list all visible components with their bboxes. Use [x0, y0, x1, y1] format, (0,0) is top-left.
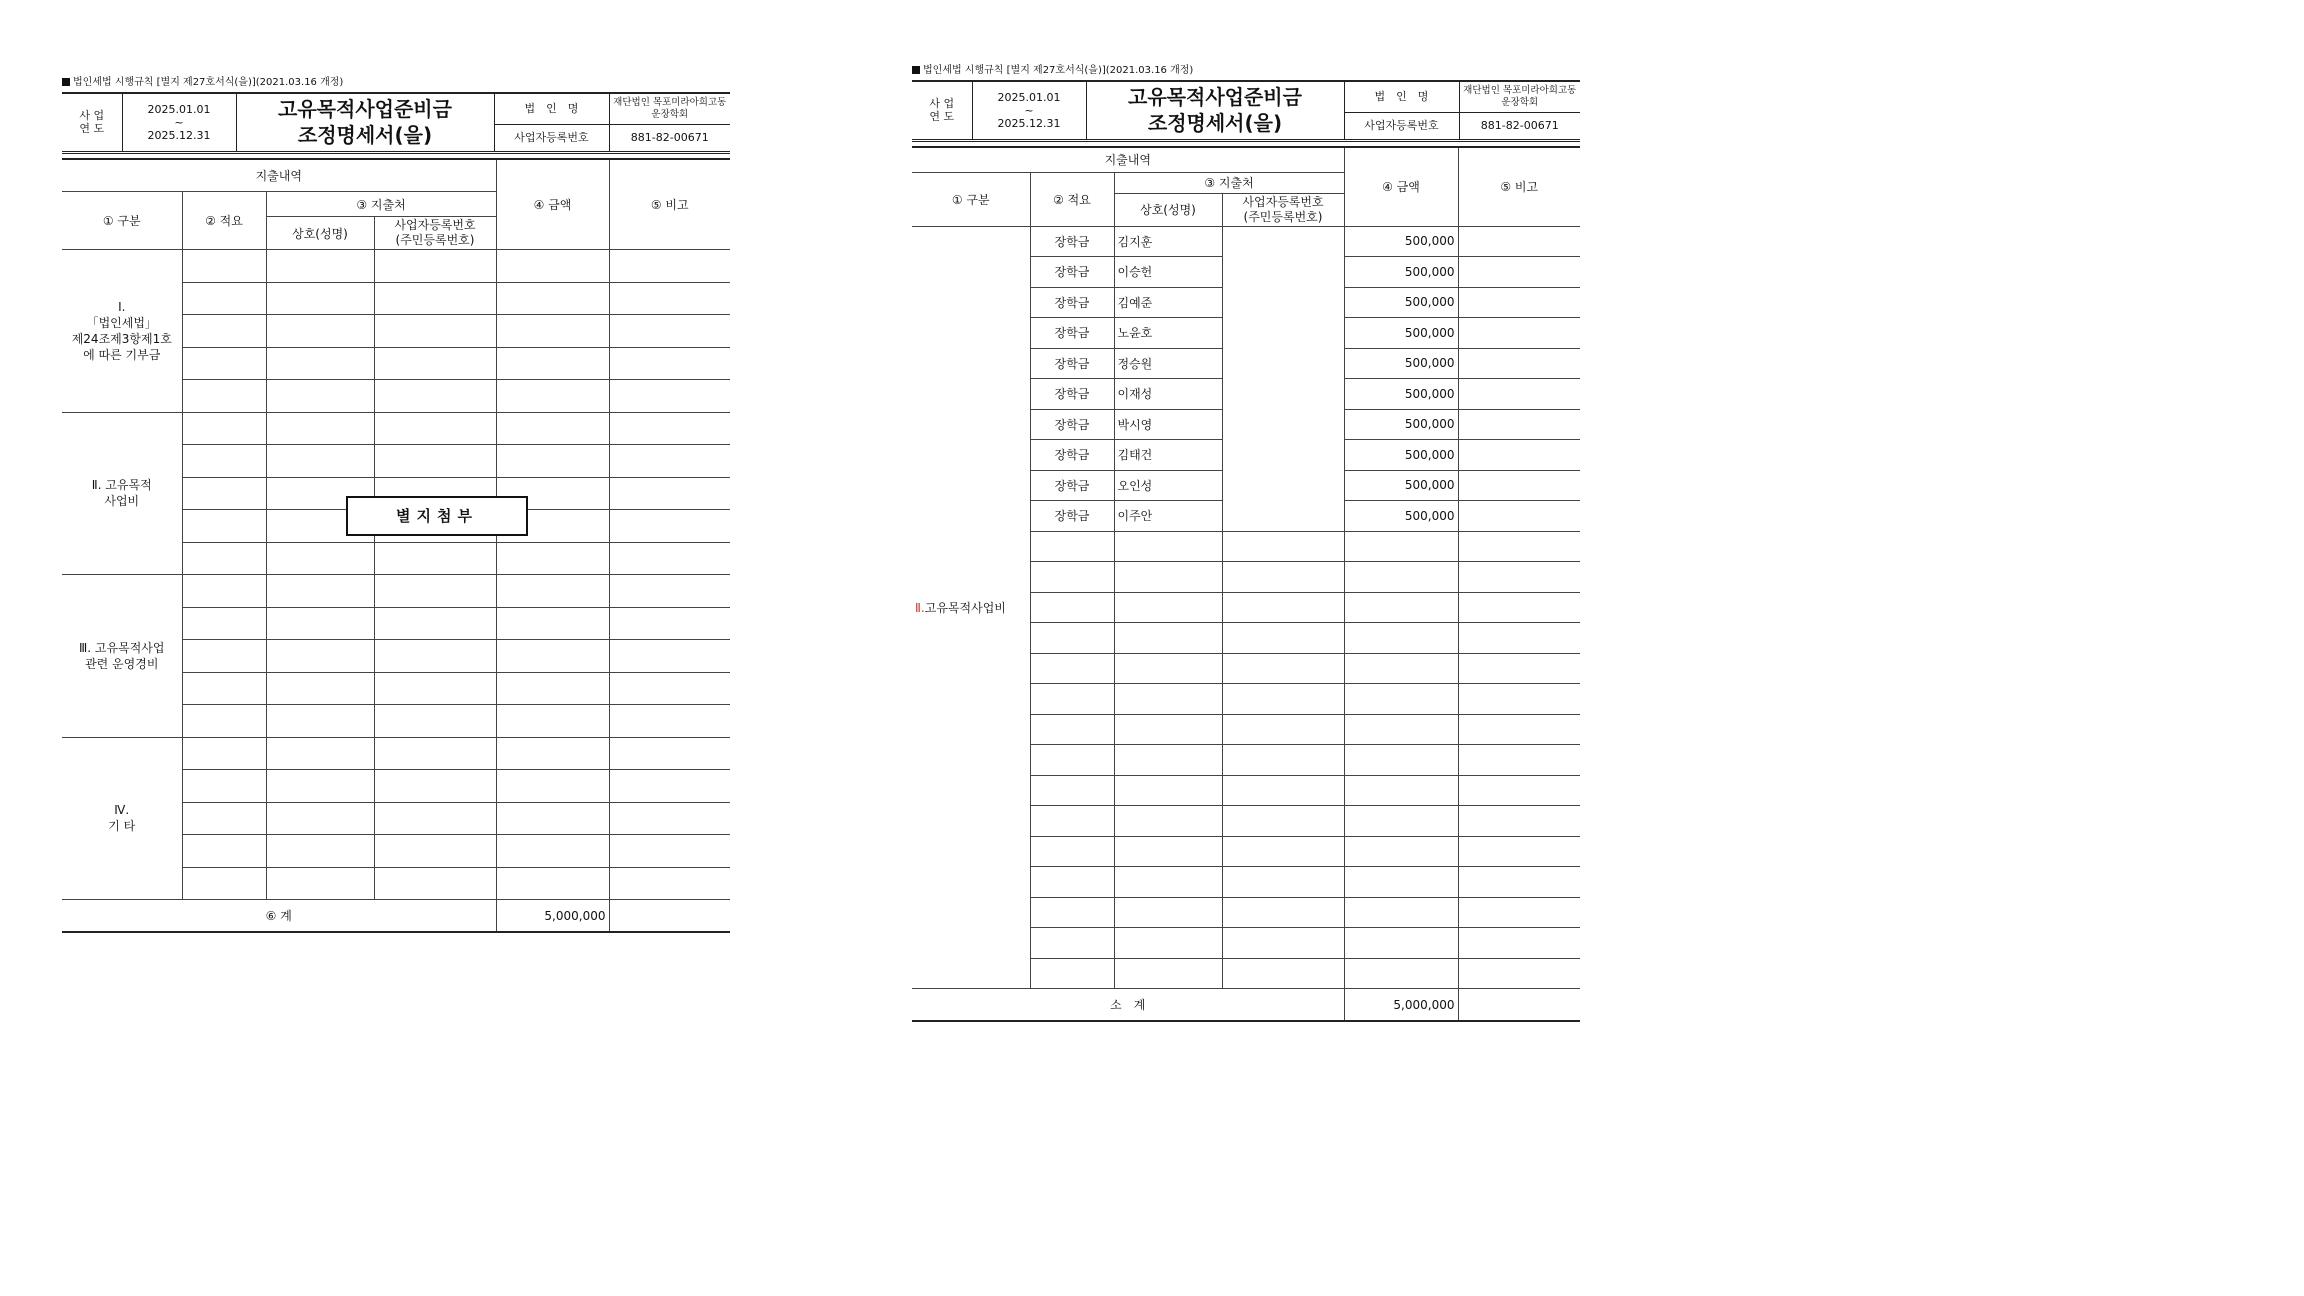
- corp-name: 재단법인 목포미라아희고동운장학회: [609, 93, 730, 124]
- section-4-line2: 기 타: [108, 819, 136, 834]
- row-payee-name: 이재성: [1114, 379, 1222, 410]
- table-cell[interactable]: [1030, 653, 1114, 684]
- table-cell[interactable]: [1344, 867, 1458, 898]
- table-cell[interactable]: [182, 315, 266, 348]
- table-cell[interactable]: [1458, 623, 1580, 654]
- header-table: [912, 80, 1580, 142]
- year-label-line1: 사 업: [929, 97, 955, 111]
- table-cell[interactable]: [1222, 897, 1344, 928]
- row-payee-name: 노윤호: [1114, 318, 1222, 349]
- table-cell[interactable]: [182, 380, 266, 413]
- table-cell[interactable]: [1458, 714, 1580, 745]
- row-amount: 500,000: [1344, 440, 1458, 471]
- table-cell[interactable]: [182, 282, 266, 315]
- year-label: [912, 81, 972, 140]
- table-cell[interactable]: [1114, 775, 1222, 806]
- table-cell[interactable]: [1344, 592, 1458, 623]
- table-cell[interactable]: [182, 640, 266, 673]
- table-cell[interactable]: [609, 412, 730, 445]
- form-page-summary: [62, 76, 730, 933]
- table-cell[interactable]: [609, 575, 730, 608]
- table-cell[interactable]: [266, 672, 374, 705]
- table-cell[interactable]: [182, 802, 266, 835]
- table-cell[interactable]: [1030, 684, 1114, 715]
- table-cell[interactable]: [1030, 531, 1114, 562]
- table-cell[interactable]: [496, 607, 609, 640]
- table-cell[interactable]: [496, 867, 609, 900]
- table-cell[interactable]: [1344, 958, 1458, 989]
- section-2-label: [62, 412, 182, 575]
- table-cell[interactable]: [1458, 653, 1580, 684]
- table-cell[interactable]: [266, 835, 374, 868]
- section-3-line1: Ⅲ. 고유목적사업: [79, 640, 165, 655]
- subtotal-label: 소 계: [912, 989, 1344, 1022]
- row-remarks[interactable]: [1458, 440, 1580, 471]
- payee-reg-line1: 사업자등록번호: [1242, 194, 1324, 209]
- table-cell[interactable]: [1344, 684, 1458, 715]
- table-cell[interactable]: [1222, 867, 1344, 898]
- form-title-line2: 조정명세서(을): [297, 123, 433, 148]
- table-cell[interactable]: [1344, 897, 1458, 928]
- table-cell[interactable]: [1222, 745, 1344, 776]
- payee-reg-header: [1222, 193, 1344, 226]
- table-cell[interactable]: [1114, 958, 1222, 989]
- payee-header: ③ 지출처: [266, 192, 496, 217]
- table-cell[interactable]: [1222, 714, 1344, 745]
- table-cell[interactable]: [374, 770, 496, 803]
- table-cell[interactable]: [609, 867, 730, 900]
- year-label-line1: 사 업: [79, 109, 105, 123]
- category-header: ① 구분: [912, 172, 1030, 226]
- section-3-line2: 관련 운영경비: [85, 656, 159, 671]
- square-bullet-icon: [62, 78, 70, 86]
- table-cell[interactable]: [1458, 562, 1580, 593]
- table-cell[interactable]: [374, 802, 496, 835]
- table-cell[interactable]: [182, 347, 266, 380]
- table-cell[interactable]: [374, 250, 496, 283]
- row-amount: 500,000: [1344, 409, 1458, 440]
- table-cell[interactable]: [1114, 562, 1222, 593]
- table-cell[interactable]: [1344, 653, 1458, 684]
- form-note-text: 법인세법 시행규칙 [별지 제27호서식(을)](2021.03.16 개정): [923, 65, 1194, 76]
- form-title-line1: 고유목적사업준비금: [1128, 85, 1302, 110]
- year-end: 2025.12.31: [147, 128, 211, 142]
- row-payee-name: 이승헌: [1114, 257, 1222, 288]
- row-payee-name: 정승원: [1114, 348, 1222, 379]
- form-title: [236, 93, 494, 152]
- table-cell[interactable]: [374, 607, 496, 640]
- table-cell[interactable]: [609, 250, 730, 283]
- table-cell[interactable]: [374, 835, 496, 868]
- table-cell[interactable]: [496, 315, 609, 348]
- category-cell: [912, 226, 1030, 989]
- table-cell[interactable]: [609, 347, 730, 380]
- row-amount: 500,000: [1344, 348, 1458, 379]
- table-cell[interactable]: [374, 445, 496, 478]
- reg-no-label: 사업자등록번호: [1344, 112, 1459, 140]
- table-cell[interactable]: [1458, 836, 1580, 867]
- row-remarks[interactable]: [1458, 470, 1580, 501]
- table-cell[interactable]: [1222, 775, 1344, 806]
- table-cell[interactable]: [496, 672, 609, 705]
- table-cell[interactable]: [374, 315, 496, 348]
- table-cell[interactable]: [1030, 897, 1114, 928]
- reg-no: 881-82-00671: [1459, 112, 1580, 140]
- row-summary: 장학금: [1030, 348, 1114, 379]
- row-remarks[interactable]: [1458, 318, 1580, 349]
- row-amount: 500,000: [1344, 257, 1458, 288]
- spending-header: 지출내역: [912, 147, 1344, 173]
- table-cell[interactable]: [374, 347, 496, 380]
- table-cell[interactable]: [1344, 714, 1458, 745]
- row-summary: 장학금: [1030, 287, 1114, 318]
- table-cell[interactable]: [1030, 623, 1114, 654]
- table-cell[interactable]: [1114, 684, 1222, 715]
- table-cell[interactable]: [609, 607, 730, 640]
- table-cell[interactable]: [182, 672, 266, 705]
- table-cell[interactable]: [266, 347, 374, 380]
- table-cell[interactable]: [182, 445, 266, 478]
- table-cell[interactable]: [609, 705, 730, 738]
- row-remarks[interactable]: [1458, 257, 1580, 288]
- form-title: [1086, 81, 1344, 140]
- table-cell[interactable]: [1222, 562, 1344, 593]
- table-cell[interactable]: [182, 575, 266, 608]
- table-cell[interactable]: [266, 640, 374, 673]
- table-cell[interactable]: [182, 510, 266, 543]
- table-cell[interactable]: [266, 867, 374, 900]
- attachment-stamp: 별지첨부: [346, 496, 528, 536]
- table-cell[interactable]: [1222, 836, 1344, 867]
- table-cell[interactable]: [1030, 806, 1114, 837]
- row-amount: 500,000: [1344, 318, 1458, 349]
- table-cell[interactable]: [266, 607, 374, 640]
- remarks-header: ⑤ 비고: [609, 159, 730, 250]
- payee-reg-header: [374, 217, 496, 250]
- category-roman: Ⅱ.: [915, 600, 925, 615]
- row-summary: 장학금: [1030, 257, 1114, 288]
- row-payee-name: 김예준: [1114, 287, 1222, 318]
- row-summary: 장학금: [1030, 409, 1114, 440]
- reg-no: 881-82-00671: [609, 124, 730, 152]
- category-text: 고유목적사업비: [924, 600, 1006, 615]
- category-header: ① 구분: [62, 192, 182, 250]
- corp-name-label: 법 인 명: [494, 93, 609, 124]
- table-cell[interactable]: [1114, 928, 1222, 959]
- table-cell[interactable]: [1222, 592, 1344, 623]
- table-cell[interactable]: [266, 770, 374, 803]
- summary-header: ② 적요: [182, 192, 266, 250]
- table-cell[interactable]: [182, 705, 266, 738]
- square-bullet-icon: [912, 66, 920, 74]
- table-cell[interactable]: [182, 542, 266, 575]
- table-cell[interactable]: [374, 705, 496, 738]
- row-remarks[interactable]: [1458, 501, 1580, 532]
- table-cell[interactable]: [374, 737, 496, 770]
- table-cell[interactable]: [496, 640, 609, 673]
- table-cell[interactable]: [374, 867, 496, 900]
- table-cell[interactable]: [496, 250, 609, 283]
- form-note: [912, 64, 1580, 78]
- table-cell[interactable]: [1030, 562, 1114, 593]
- reg-no-label: 사업자등록번호: [494, 124, 609, 152]
- section-2-line2: 사업비: [104, 494, 140, 509]
- table-cell[interactable]: [496, 347, 609, 380]
- table-cell[interactable]: [1458, 745, 1580, 776]
- row-remarks[interactable]: [1458, 379, 1580, 410]
- table-cell[interactable]: [1458, 867, 1580, 898]
- spending-table: [62, 158, 730, 934]
- table-cell[interactable]: [1114, 592, 1222, 623]
- table-cell[interactable]: [609, 477, 730, 510]
- row-payee-name: 이주안: [1114, 501, 1222, 532]
- table-cell[interactable]: [609, 282, 730, 315]
- table-cell[interactable]: [609, 672, 730, 705]
- row-payee-name: 김지훈: [1114, 226, 1222, 257]
- table-cell[interactable]: [1458, 775, 1580, 806]
- table-cell[interactable]: [1458, 531, 1580, 562]
- table-cell[interactable]: [1344, 562, 1458, 593]
- row-payee-name: 오인성: [1114, 470, 1222, 501]
- table-cell[interactable]: [1344, 806, 1458, 837]
- row-summary: 장학금: [1030, 501, 1114, 532]
- table-cell[interactable]: [182, 867, 266, 900]
- table-cell[interactable]: [1344, 623, 1458, 654]
- remarks-header: ⑤ 비고: [1458, 147, 1580, 227]
- row-amount: 500,000: [1344, 287, 1458, 318]
- total-remarks[interactable]: [609, 900, 730, 933]
- payee-reg-line2: (주민등록번호): [395, 233, 475, 247]
- table-cell[interactable]: [1114, 867, 1222, 898]
- table-cell[interactable]: [496, 737, 609, 770]
- table-cell[interactable]: [1344, 836, 1458, 867]
- table-cell[interactable]: [496, 542, 609, 575]
- row-amount: 500,000: [1344, 501, 1458, 532]
- row-amount: 500,000: [1344, 226, 1458, 257]
- year-range: [972, 81, 1086, 140]
- form-title-line2: 조정명세서(을): [1147, 111, 1283, 136]
- year-separator: ~: [1024, 103, 1034, 117]
- header-table: [62, 92, 730, 154]
- total-label: ⑥ 계: [62, 900, 496, 933]
- table-cell[interactable]: [374, 640, 496, 673]
- table-cell[interactable]: [266, 802, 374, 835]
- payee-header: ③ 지출처: [1114, 172, 1344, 193]
- detail-table: [912, 146, 1580, 1023]
- table-cell[interactable]: [1222, 531, 1344, 562]
- table-cell[interactable]: [496, 575, 609, 608]
- amount-header: ④ 금액: [1344, 147, 1458, 227]
- table-cell[interactable]: [1222, 684, 1344, 715]
- table-cell[interactable]: [182, 737, 266, 770]
- row-remarks[interactable]: [1458, 409, 1580, 440]
- year-separator: ~: [174, 115, 184, 129]
- table-cell[interactable]: [609, 835, 730, 868]
- table-cell[interactable]: [1222, 653, 1344, 684]
- row-remarks[interactable]: [1458, 287, 1580, 318]
- amount-header: ④ 금액: [496, 159, 609, 250]
- table-cell[interactable]: [266, 737, 374, 770]
- table-cell[interactable]: [374, 575, 496, 608]
- table-cell[interactable]: [266, 542, 374, 575]
- corp-name-label: 법 인 명: [1344, 81, 1459, 112]
- row-payee-name: 김태건: [1114, 440, 1222, 471]
- table-cell[interactable]: [1114, 897, 1222, 928]
- form-note-text: 법인세법 시행규칙 [별지 제27호서식(을)](2021.03.16 개정): [73, 77, 344, 88]
- table-cell[interactable]: [1222, 806, 1344, 837]
- table-cell[interactable]: [1458, 928, 1580, 959]
- table-cell[interactable]: [1114, 836, 1222, 867]
- table-cell[interactable]: [374, 672, 496, 705]
- table-cell[interactable]: [1030, 775, 1114, 806]
- table-cell[interactable]: [1344, 928, 1458, 959]
- subtotal-amount: 5,000,000: [1344, 989, 1458, 1022]
- corp-name: 재단법인 목포미라아희고동운장학회: [1459, 81, 1580, 112]
- table-cell[interactable]: [266, 705, 374, 738]
- table-cell[interactable]: [609, 380, 730, 413]
- table-cell[interactable]: [496, 282, 609, 315]
- table-cell[interactable]: [1114, 745, 1222, 776]
- table-cell[interactable]: [496, 802, 609, 835]
- table-cell[interactable]: [374, 380, 496, 413]
- table-cell[interactable]: [1458, 897, 1580, 928]
- row-amount: 500,000: [1344, 470, 1458, 501]
- table-cell[interactable]: [1030, 958, 1114, 989]
- table-cell[interactable]: [496, 412, 609, 445]
- section-4-line1: Ⅳ.: [114, 803, 130, 818]
- table-cell[interactable]: [1030, 928, 1114, 959]
- table-cell[interactable]: [609, 802, 730, 835]
- table-cell[interactable]: [1458, 684, 1580, 715]
- table-cell[interactable]: [1030, 745, 1114, 776]
- form-page-detail: [912, 64, 1580, 1022]
- year-label-line2: 연 도: [929, 110, 955, 124]
- spending-header: 지출내역: [62, 159, 496, 192]
- table-cell[interactable]: [266, 315, 374, 348]
- row-payee-reg: [1222, 226, 1344, 531]
- payee-name-header: 상호(성명): [1114, 193, 1222, 226]
- table-cell[interactable]: [1030, 867, 1114, 898]
- summary-header: ② 적요: [1030, 172, 1114, 226]
- table-cell[interactable]: [1222, 928, 1344, 959]
- form-title-line1: 고유목적사업준비금: [278, 97, 452, 122]
- table-cell[interactable]: [182, 250, 266, 283]
- table-cell[interactable]: [266, 445, 374, 478]
- table-cell[interactable]: [609, 640, 730, 673]
- payee-reg-line1: 사업자등록번호: [394, 218, 476, 232]
- row-remarks[interactable]: [1458, 226, 1580, 257]
- table-cell[interactable]: [1222, 623, 1344, 654]
- table-cell[interactable]: [266, 250, 374, 283]
- section-1-label: [62, 250, 182, 413]
- table-cell[interactable]: [374, 542, 496, 575]
- table-cell[interactable]: [182, 412, 266, 445]
- table-cell[interactable]: [1114, 623, 1222, 654]
- row-remarks[interactable]: [1458, 348, 1580, 379]
- year-start: 2025.01.01: [147, 102, 211, 116]
- section-4-label: [62, 737, 182, 900]
- year-label: [62, 93, 122, 152]
- row-summary: 장학금: [1030, 379, 1114, 410]
- row-summary: 장학금: [1030, 470, 1114, 501]
- payee-reg-line2: (주민등록번호): [1243, 209, 1323, 224]
- table-cell[interactable]: [1344, 775, 1458, 806]
- table-cell[interactable]: [374, 412, 496, 445]
- row-summary: 장학금: [1030, 318, 1114, 349]
- year-label-line2: 연 도: [79, 122, 105, 136]
- table-cell[interactable]: [1222, 958, 1344, 989]
- table-cell[interactable]: [182, 607, 266, 640]
- table-cell[interactable]: [496, 445, 609, 478]
- table-cell[interactable]: [609, 770, 730, 803]
- table-cell[interactable]: [496, 835, 609, 868]
- table-cell[interactable]: [182, 835, 266, 868]
- table-cell[interactable]: [182, 770, 266, 803]
- year-start: 2025.01.01: [997, 90, 1061, 104]
- row-summary: 장학금: [1030, 226, 1114, 257]
- table-cell[interactable]: [1458, 806, 1580, 837]
- table-cell[interactable]: [609, 542, 730, 575]
- table-cell[interactable]: [1458, 958, 1580, 989]
- table-cell[interactable]: [266, 380, 374, 413]
- row-payee-name: 박시영: [1114, 409, 1222, 440]
- table-cell[interactable]: [496, 380, 609, 413]
- table-cell[interactable]: [374, 282, 496, 315]
- table-cell[interactable]: [266, 412, 374, 445]
- table-cell[interactable]: [1344, 531, 1458, 562]
- section-2-line1: Ⅱ. 고유목적: [91, 478, 152, 493]
- table-cell[interactable]: [496, 770, 609, 803]
- table-cell[interactable]: [1030, 714, 1114, 745]
- table-cell[interactable]: [496, 705, 609, 738]
- table-cell[interactable]: [1458, 592, 1580, 623]
- table-cell[interactable]: [266, 575, 374, 608]
- table-cell[interactable]: [609, 445, 730, 478]
- table-cell[interactable]: [1114, 653, 1222, 684]
- table-cell[interactable]: [1030, 592, 1114, 623]
- total-amount: 5,000,000: [496, 900, 609, 933]
- year-range: [122, 93, 236, 152]
- table-cell[interactable]: [1114, 531, 1222, 562]
- table-cell[interactable]: [609, 737, 730, 770]
- row-summary: 장학금: [1030, 440, 1114, 471]
- table-cell[interactable]: [1114, 714, 1222, 745]
- form-note: [62, 76, 730, 90]
- table-cell[interactable]: [609, 315, 730, 348]
- section-1-line1: Ⅰ.: [118, 299, 126, 314]
- row-amount: 500,000: [1344, 379, 1458, 410]
- table-cell[interactable]: [1030, 836, 1114, 867]
- section-3-label: [62, 575, 182, 738]
- section-1-line2: 「법인세법」: [86, 315, 157, 330]
- table-cell[interactable]: [182, 477, 266, 510]
- table-cell[interactable]: [266, 282, 374, 315]
- subtotal-remarks[interactable]: [1458, 989, 1580, 1022]
- section-1-line3: 제24조제3항제1호: [71, 331, 172, 346]
- year-end: 2025.12.31: [997, 116, 1061, 130]
- table-cell[interactable]: [1114, 806, 1222, 837]
- payee-name-header: 상호(성명): [266, 217, 374, 250]
- section-1-line4: 에 따른 기부금: [83, 347, 161, 362]
- table-cell[interactable]: [609, 510, 730, 543]
- table-cell[interactable]: [1344, 745, 1458, 776]
